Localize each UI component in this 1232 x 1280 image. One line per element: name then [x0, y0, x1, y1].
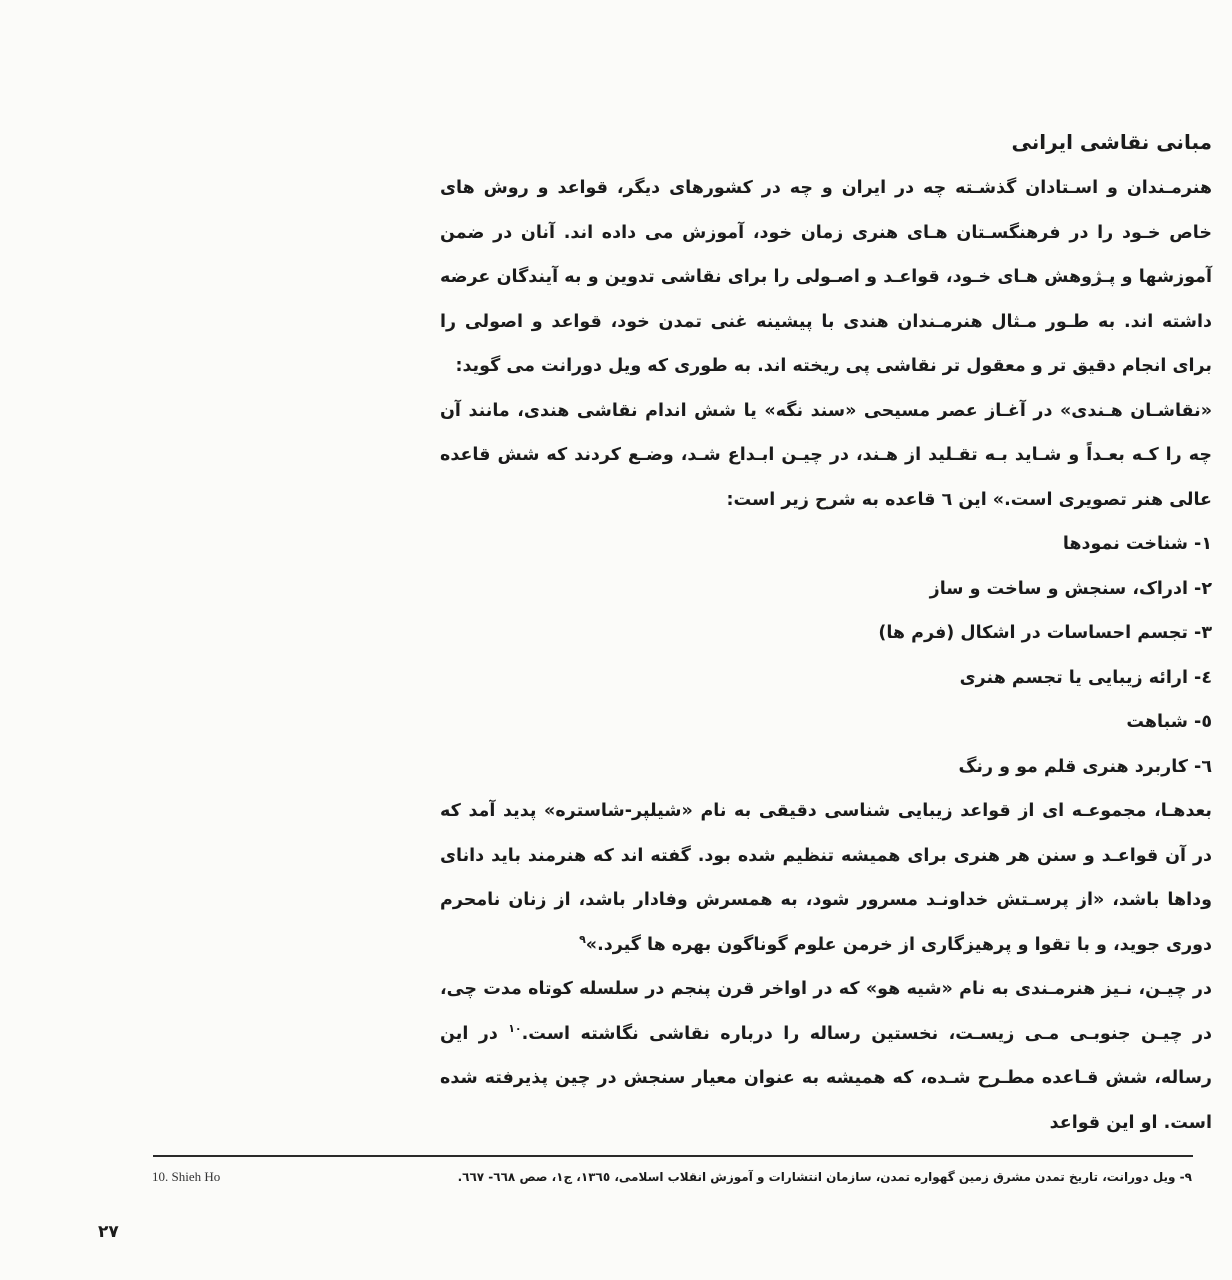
paragraph-intro: هنرمـندان و اسـتادان گذشـته چه در ایران و چه در کشورهای دیگر، قواعد و روش های خاص خـود را در فرهنگسـتان هـای هنری زمان خود، آموزش می داده اند. آنان در ضمن آموزشها و پـژوهش هـای خـود، قواعـد و اصـولی را برای نقاشی تدوین و به آیندگان عرضه داشته اند. به طـور مـثال هنرمـندان هندی با پیشینه غنی تمدن خود، قواعد و اصولی را برای انجام دقیق تر و معقول تر نقاشی پی ریخته اند. به طوری که ویل دورانت می گوید: — [440, 178, 1212, 376]
rules-list — [440, 522, 1212, 789]
list-item: ٣- تجسم احساسات در اشکال (فرم ها) — [878, 623, 1212, 643]
footnote-divider — [153, 1155, 1193, 1157]
paragraph-shilpa-text: بعدهـا، مجموعـه ای از قواعد زیبایی شناسی دقیقی به نام «شیلپر-شاستره» پدید آمد که در آن قواعـد و سنن هر هنری برای همیشه تنظیم شده بود. گفته اند که هنرمند باید دانای وداها باشد، «از پرسـتش خداونـد مسرور شود، به همسرش وفادار باشد، از زنان نامحرم دوری جوید، و با تقوا و پرهیزگاری از خرمن علوم گوناگون بهره ها گیرد.» — [440, 801, 1212, 955]
paragraph-china-text-a: در چیـن، نـیز هنرمـندی به نام «شیه هو» که در اواخر قرن پنجم در سلسله کوتاه مدت چی، در چیـن جنوبـی مـی زیسـت، نخستین رساله را درباره نقاشی نگاشته است. — [440, 979, 1212, 1044]
paragraph-china — [440, 967, 1212, 1145]
page-number: ٢٧ — [98, 1222, 119, 1242]
paragraph-shilpa — [440, 789, 1212, 967]
footnote-ref-9: ٩ — [579, 932, 586, 946]
footnote-ref-10: ١٠ — [508, 1021, 522, 1035]
list-item: ٤- ارائه زیبایی یا تجسم هنری — [959, 667, 1212, 688]
paragraph-quote: «نقاشـان هـندی» در آغـاز عصر مسیحی «سند نگه» یا شش اندام نقاشی هندی، مانند آن چه را کـه بعـداً و شـاید بـه تقـلید از هـند، در چیـن ابـداع شـد، وضـع کردند که شش قاعده عالی هنر تصویری است.» این ٦ قاعده به شرح زیر است: — [440, 400, 1212, 510]
list-item: ٦- کاربرد هنری قلم مو و رنگ — [958, 756, 1212, 777]
list-item: ٢- ادراک، سنجش و ساخت و ساز — [929, 578, 1212, 599]
list-item: ١- شناخت نمودها — [1062, 534, 1212, 554]
footnote-9: ٩- ویل دورانت، تاریخ تمدن مشرق زمین گهواره تمدن، سازمان انتشارات و آموزش انقلاب اسلامی، ١٣٦٥، ج١، صص ٦٦٨- ٦٦٧. — [457, 1170, 1192, 1184]
footnote-10: 10. Shieh Ho — [152, 1169, 221, 1184]
paragraph-china-text-b: در این رساله، شش قـاعده مطـرح شـده، که همیشه به عنوان معیار سنجش در چین پذیرفته شده است. او این قواعد — [440, 1023, 1212, 1133]
list-item: ٥- شباهت — [1126, 712, 1212, 732]
main-text — [440, 122, 1212, 1145]
section-heading: مبانی نقاشی ایرانی — [1011, 130, 1212, 154]
